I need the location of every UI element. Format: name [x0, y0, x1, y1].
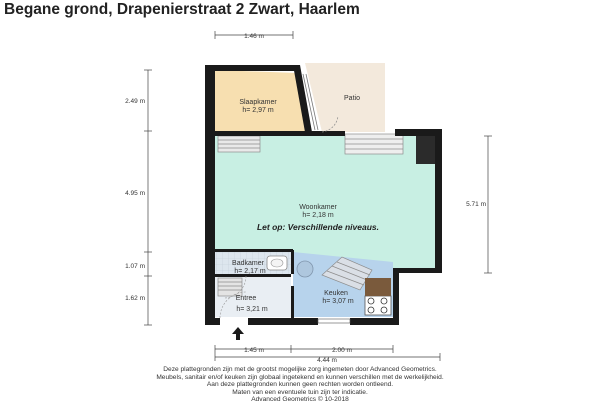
entrance-arrow-icon: [232, 327, 244, 340]
stairs-living-center: [345, 134, 403, 154]
disclaimer-line: Meubels, sanitair en/of keuken zijn globaal ingetekend en kunnen verschillen met de werkelijkheid.: [156, 373, 444, 381]
dim-bottom-1: 1.45 m: [244, 347, 264, 354]
woonkamer-height: h= 2,18 m: [302, 212, 334, 219]
disclaimer-line: Deze plattegronden zijn met de grootst mogelijke zorg ingemeten door Advanced Geometrics.: [163, 366, 437, 373]
disclaimer-line: Maten van een eventuele tuin zijn ter indicatie.: [232, 388, 368, 396]
dim-right: 5.71 m: [466, 201, 486, 208]
disclaimer-line: Advanced Geometrics © 10-2018: [251, 396, 349, 403]
badkamer-label: Badkamer: [232, 260, 264, 267]
dim-left-1: 2.49 m: [125, 98, 145, 105]
entree-label: Entree: [235, 295, 257, 302]
entree-height: h= 3,21 m: [236, 306, 268, 313]
slaapkamer-label: Slaapkamer: [239, 99, 277, 106]
keuken-label: Keuken: [324, 290, 348, 297]
dim-bottom-2: 2.00 m: [332, 347, 352, 354]
dim-left-4: 1.62 m: [125, 295, 145, 302]
dim-top-width: 1.46 m: [244, 33, 264, 40]
kitchen-counter: [365, 278, 391, 296]
round-table: [297, 261, 313, 277]
sink: [267, 256, 287, 270]
dim-bottom-total: 4.44 m: [317, 357, 337, 364]
stairs-living-left: [218, 136, 260, 152]
dim-left-3: 1.07 m: [125, 263, 145, 270]
disclaimer: [80, 366, 520, 404]
levels-note: Let op: Verschillende niveaus.: [256, 222, 380, 232]
disclaimer-line: Aan deze plattegronden kunnen geen rechten worden ontleend.: [206, 381, 394, 388]
keuken-height: h= 3,07 m: [322, 298, 354, 305]
woonkamer-label: Woonkamer: [299, 204, 337, 211]
patio-label: Patio: [344, 95, 360, 102]
front-window: [318, 319, 350, 323]
badkamer-height: h= 2,17 m: [234, 268, 266, 275]
page-title: Begane grond, Drapenierstraat 2 Zwart, Haarlem: [4, 1, 360, 18]
kitchen-stove: [365, 296, 391, 315]
dim-left-2: 4.95 m: [125, 190, 145, 197]
slaapkamer-height: h= 2,97 m: [242, 107, 274, 114]
fireplace: [416, 136, 436, 164]
woonkamer-room: [215, 135, 440, 268]
